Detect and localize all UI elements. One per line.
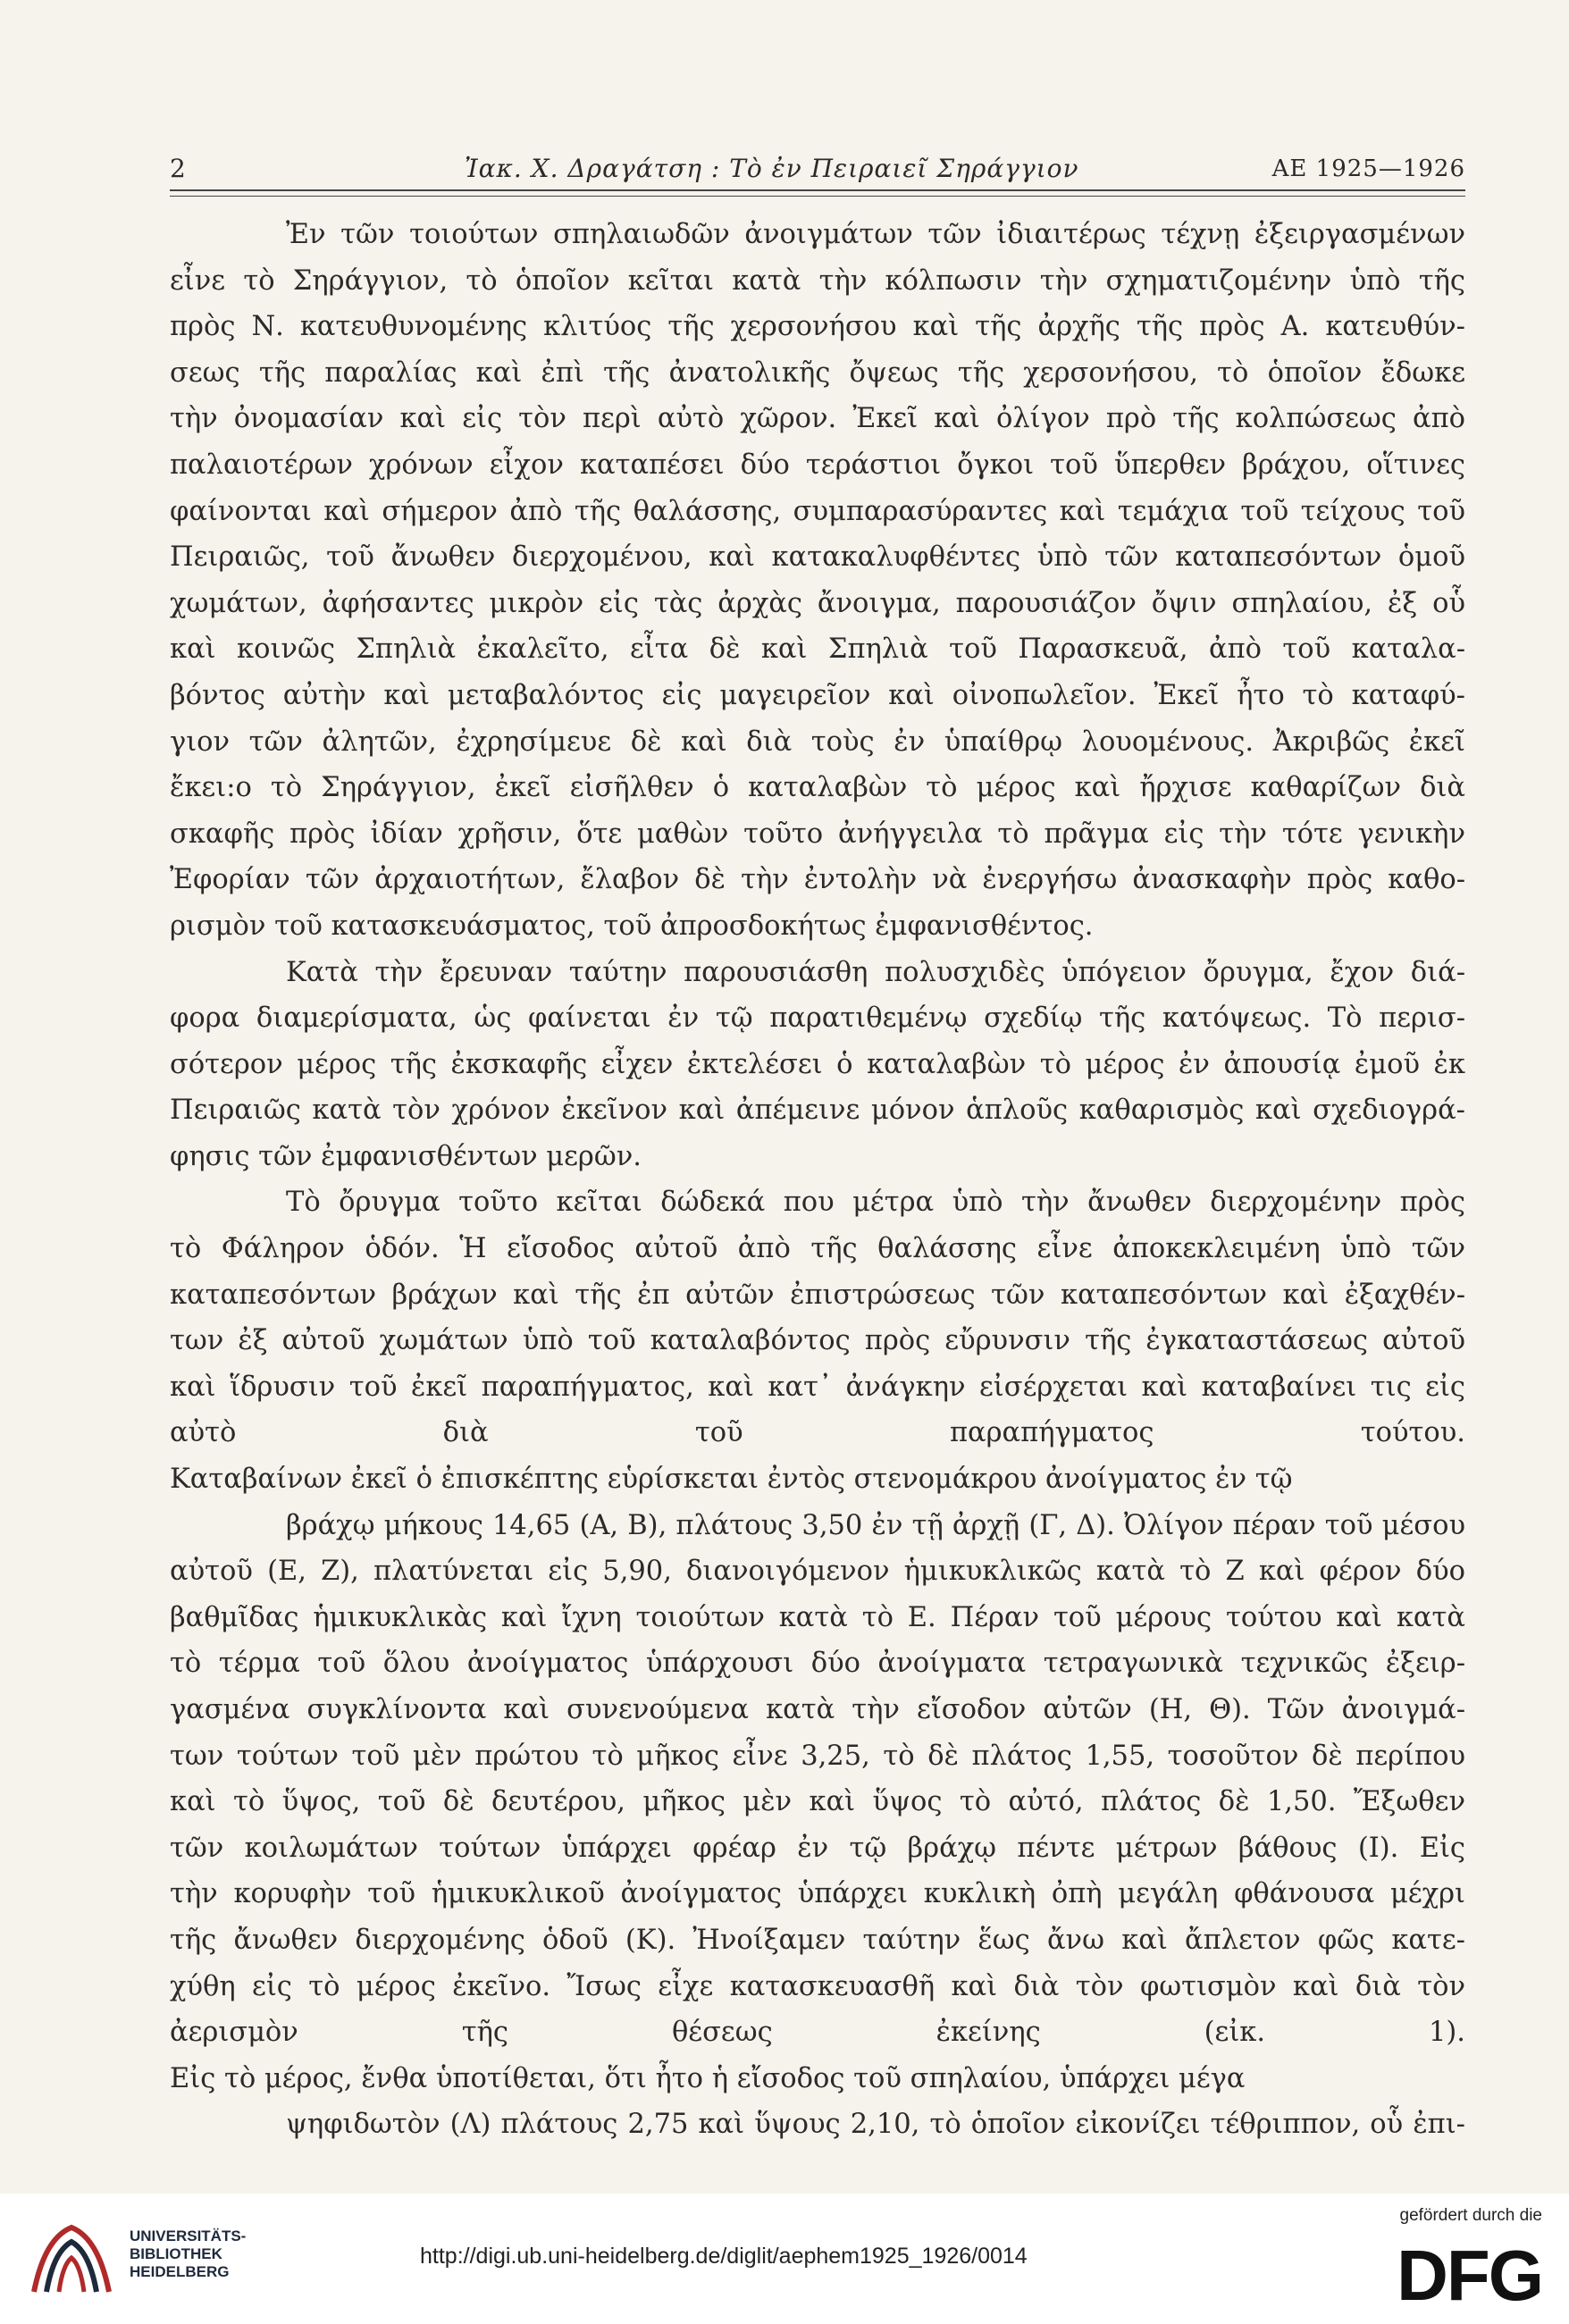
text-line: Κατὰ τὴν ἔρευναν ταύτην παρουσιάσθη πολυσχιδὲς ὑπόγειον ὄρυγμα, ἔχον διά- xyxy=(286,956,1465,988)
source-url-link[interactable]: http://digi.ub.uni-heidelberg.de/diglit/aephem1925_1926/0014 xyxy=(420,2244,1028,2269)
text-line: καὶ ἵδρυσιν τοῦ ἐκεῖ παραπήγματος, καὶ κατ᾽ ἀνάγκην εἰσέρχεται καὶ καταβαίνει τις εἰς xyxy=(170,1371,1465,1403)
text-line: τὸ τέρμα τοῦ ὅλου ἀνοίγματος ὑπάρχουσι δύο ἀνοίγματα τετραγωνικὰ τεχνικῶς ἐξειρ- xyxy=(170,1648,1465,1680)
text-line: καταπεσόντων βράχων καὶ τῆς ἐπ αὐτῶν ἐπιστρώσεως τῶν καταπεσόντων καὶ ἐξαχθέν- xyxy=(170,1279,1465,1311)
text-line: φορα διαμερίσματα, ὡς φαίνεται ἐν τῷ παρατιθεμένῳ σχεδίῳ τῆς κατόψεως. Τὸ περισ- xyxy=(170,1003,1465,1035)
university-name-line: BIBLIOTHEK xyxy=(130,2245,222,2262)
text-line: παλαιοτέρων χρόνων εἶχον καταπέσει δύο τεράστιοι ὄγκοι τοῦ ὕπερθεν βράχου, οἵτινες xyxy=(170,449,1465,481)
text-line: χωμάτων, ἀφήσαντες μικρὸν εἰς τὰς ἀρχὰς ἄνοιγμα, παρουσιάζον ὄψιν σπηλαίου, ἐξ οὗ xyxy=(170,587,1465,619)
text-line: εἶνε τὸ Σηράγγιον, τὸ ὁποῖον κεῖται κατὰ τὴν κόλπωσιν τὴν σχηματιζομένην ὑπὸ τῆς xyxy=(170,264,1465,297)
header-rule-thin xyxy=(170,196,1465,197)
text-line: καὶ τὸ ὕψος, τοῦ δὲ δευτέρου, μῆκος μὲν καὶ ὕψος τὸ αὐτό, πλάτος δὲ 1,50. Ἔξωθεν xyxy=(170,1786,1465,1818)
text-line: γιον τῶν ἀλητῶν, ἐχρησίμευε δὲ καὶ διὰ τοὺς ἐν ὑπαίθρῳ λουομένους. Ἀκριβῶς ἐκεῖ xyxy=(170,726,1465,758)
university-name xyxy=(130,2228,246,2281)
text-line: βαθμῖδας ἡμικυκλικὰς καὶ ἴχνη τοιούτων κατὰ τὸ Ε. Πέραν τοῦ μέρους τούτου καὶ κατὰ xyxy=(170,1601,1465,1633)
university-seal-icon xyxy=(27,2220,116,2299)
text-line: τῶν κοιλωμάτων τούτων ὑπάρχει φρέαρ ἐν τῷ βράχῳ πέντε μέτρων βάθους (Ι). Εἰς xyxy=(170,1832,1465,1864)
body-text xyxy=(170,212,1465,2148)
text-line: τὴν ὀνομασίαν καὶ εἰς τὸν περὶ αὐτὸ χῶρον. Ἐκεῖ καὶ ὀλίγον πρὸ τῆς κολπώσεως ἀπὸ xyxy=(170,403,1465,435)
page-header xyxy=(170,154,1465,189)
text-line: Ἐν τῶν τοιούτων σπηλαιωδῶν ἀνοιγμάτων τῶν ἰδιαιτέρως τέχνῃ ἐξειργασμένων xyxy=(286,219,1465,250)
text-line: των τούτων τοῦ μὲν πρώτου τὸ μῆκος εἶνε 3,25, τὸ δὲ πλάτος 1,55, τοσοῦτον δὲ περίπου xyxy=(170,1740,1465,1772)
text-line: ἔκει:ο τὸ Σηράγγιον, ἐκεῖ εἰσῆλθεν ὁ καταλαβὼν τὸ μέρος καὶ ἤρχισε καθαρίζων διὰ xyxy=(170,772,1465,804)
text-line: φαίνονται καὶ σήμερον ἀπὸ τῆς θαλάσσης, συμπαρασύραντες καὶ τεμάχια τοῦ τείχους τοῦ xyxy=(170,495,1465,527)
text-line: γασμένα συγκλίνοντα καὶ συνενούμενα κατὰ τὴν εἴσοδον αὐτῶν (Η, Θ). Τῶν ἀνοιγμά- xyxy=(170,1694,1465,1725)
text-line: σεως τῆς παραλίας καὶ ἐπὶ τῆς ἀνατολικῆς ὄψεως τῆς χερσονήσου, τὸ ὁποῖον ἔδωκε xyxy=(170,357,1465,389)
university-name-line: UNIVERSITÄTS- xyxy=(130,2228,247,2244)
text-line: τῆς ἄνωθεν διερχομένης ὁδοῦ (Κ). Ἠνοίξαμεν ταύτην ἕως ἄνω καὶ ἄπλετον φῶς κατε- xyxy=(170,1924,1465,1956)
text-line: Πειραιῶς, τοῦ ἄνωθεν διερχομένου, καὶ κατακαλυφθέντες ὑπὸ τῶν καταπεσόντων ὁμοῦ xyxy=(170,541,1465,574)
journal-reference: ΑΕ 1925—1926 xyxy=(1271,155,1465,182)
text-line: φησις τῶν ἐμφανισθέντων μερῶν. xyxy=(170,1140,642,1172)
page-number: 2 xyxy=(170,154,186,183)
text-line: πρὸς Ν. κατευθυνομένης κλιτύος τῆς χερσονήσου καὶ τῆς ἀρχῆς τῆς πρὸς Α. κατευθύν- xyxy=(170,311,1465,343)
header-rule xyxy=(170,189,1465,191)
text-line: σότερον μέρος τῆς ἐκσκαφῆς εἶχεν ἐκτελέσει ὁ καταλαβὼν τὸ μέρος ἐν ἀπουσίᾳ ἐμοῦ ἐκ xyxy=(170,1048,1465,1080)
funder-label: gefördert durch die xyxy=(1399,2206,1542,2225)
text-line: των ἐξ αὐτοῦ χωμάτων ὑπὸ τοῦ καταλαβόντος πρὸς εὔρυνσιν τῆς ἐγκαταστάσεως αὐτοῦ xyxy=(170,1325,1465,1357)
text-line: βόντος αὐτὴν καὶ μεταβαλόντος εἰς μαγειρεῖον καὶ οἰνοπωλεῖον. Ἐκεῖ ἦτο τὸ καταφύ- xyxy=(170,679,1465,711)
dfg-logo: DFG xyxy=(1397,2236,1542,2315)
university-name-line: HEIDELBERG xyxy=(130,2263,230,2280)
running-title: Ἰακ. Χ. Δραγάτση : Τὸ ἐν Πειραιεῖ Σηράγγιον xyxy=(465,154,1079,183)
text-line: αὐτοῦ (Ε, Ζ), πλατύνεται εἰς 5,90, διανοιγόμενον ἡμικυκλικῶς κατὰ τὸ Ζ καὶ φέρον δύο xyxy=(170,1556,1465,1588)
text-line: Τὸ ὄρυγμα τοῦτο κεῖται δώδεκά που μέτρα ὑπὸ τὴν ἄνωθεν διερχομένην πρὸς xyxy=(286,1187,1465,1219)
text-line: τὸ Φάληρον ὁδόν. Ἡ εἴσοδος αὐτοῦ ἀπὸ τῆς θαλάσσης εἶνε ἀποκεκλειμένη ὑπὸ τῶν xyxy=(170,1233,1465,1265)
text-line: καὶ κοινῶς Σπηλιὰ ἐκαλεῖτο, εἶτα δὲ καὶ Σπηλιὰ τοῦ Παρασκευᾶ, ἀπὸ τοῦ καταλα- xyxy=(170,633,1465,666)
text-line: ρισμὸν τοῦ κατασκευάσματος, τοῦ ἀπροσδοκήτως ἐμφανισθέντος. xyxy=(170,910,1094,942)
text-line: βράχῳ μήκους 14,65 (Α, Β), πλάτους 3,50 ἐν τῇ ἀρχῇ (Γ, Δ). Ὀλίγον πέραν τοῦ μέσου xyxy=(286,1509,1465,1541)
text-line: τὴν κορυφὴν τοῦ ἡμικυκλικοῦ ἀνοίγματος ὑπάρχει κυκλικὴ ὀπὴ μεγάλη φθάνουσα μέχρι xyxy=(170,1878,1465,1910)
text-line: αὐτὸ διὰ τοῦ παραπήγματος τούτου. xyxy=(170,1417,1465,1449)
text-line: Πειραιῶς κατὰ τὸν χρόνον ἐκεῖνον καὶ ἀπέμεινε μόνον ἁπλοῦς καθαρισμὸς καὶ σχεδιογρά- xyxy=(170,1095,1465,1127)
text-line: Καταβαίνων ἐκεῖ ὁ ἐπισκέπτης εὑρίσκεται ἐντὸς στενομάκρου ἀνοίγματος ἐν τῷ xyxy=(170,1464,1293,1496)
text-line: Εἰς τὸ μέρος, ἔνθα ὑποτίθεται, ὅτι ἦτο ἡ εἴσοδος τοῦ σπηλαίου, ὑπάρχει μέγα xyxy=(170,2062,1246,2094)
text-line: σκαφῆς πρὸς ἰδίαν χρῆσιν, ὅτε μαθὼν τοῦτο ἀνήγγειλα τὸ πρᾶγμα εἰς τὴν τότε γενικὴν xyxy=(170,818,1465,850)
text-line: Ἐφορίαν τῶν ἀρχαιοτήτων, ἔλαβον δὲ τὴν ἐντολὴν νὰ ἐνεργήσω ἀνασκαφὴν πρὸς καθο- xyxy=(170,864,1465,896)
text-line: ἀερισμὸν τῆς θέσεως ἐκείνης (εἰκ. 1). xyxy=(170,2017,1465,2049)
footer xyxy=(0,2194,1569,2324)
text-line: χύθη εἰς τὸ μέρος ἐκεῖνο. Ἴσως εἶχε κατασκευασθῆ καὶ διὰ τὸν φωτισμὸν καὶ διὰ τὸν xyxy=(170,1970,1465,2002)
text-line: ψηφιδωτὸν (Λ) πλάτους 2,75 καὶ ὕψους 2,10, τὸ ὁποῖον εἰκονίζει τέθριππον, οὗ ἐπι- xyxy=(286,2109,1465,2141)
